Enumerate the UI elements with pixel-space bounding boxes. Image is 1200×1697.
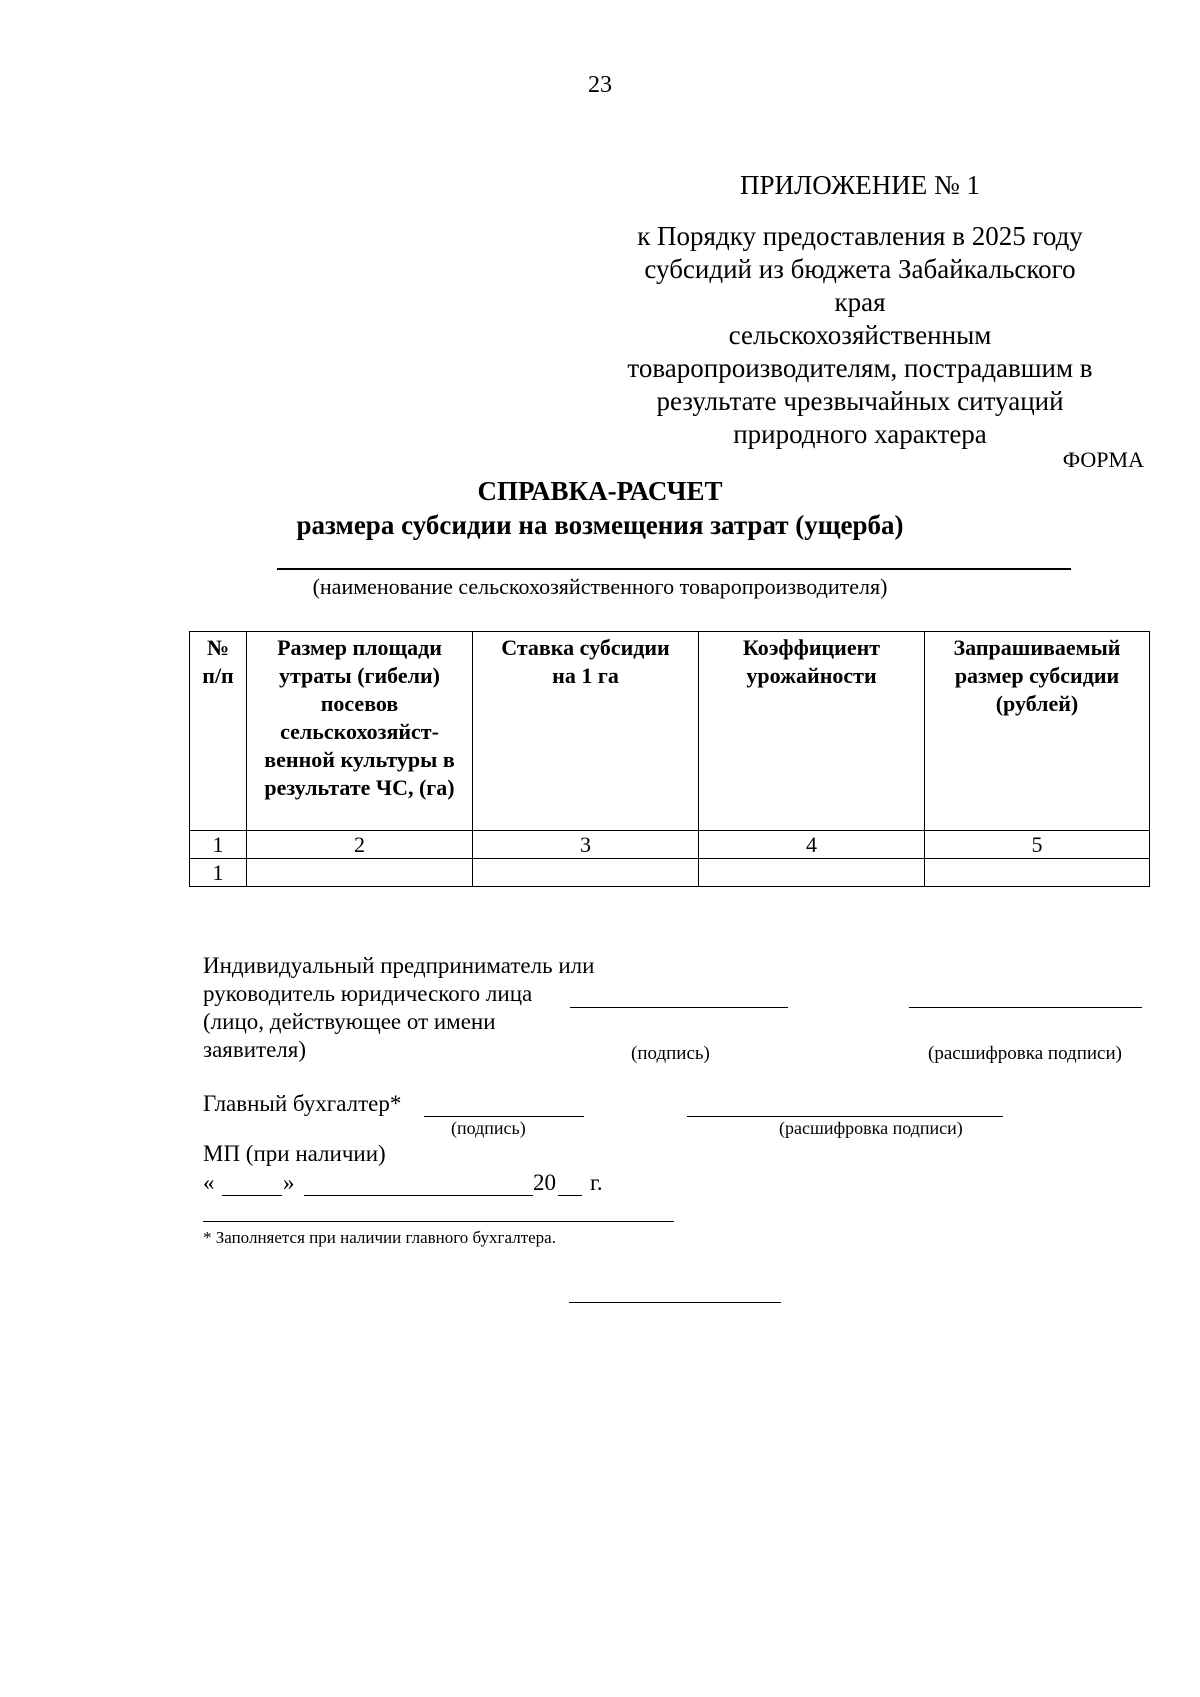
appendix-line: сельскохозяйственным (728, 320, 992, 350)
rate-cell[interactable] (473, 859, 699, 887)
column-number: 5 (925, 831, 1150, 859)
calculation-table (189, 631, 1150, 887)
end-separator (569, 1302, 781, 1303)
area-cell[interactable] (247, 859, 473, 887)
header-requested-amount: Запрашиваемый размер субсидии (рублей) (925, 632, 1150, 831)
head-signature-line[interactable] (570, 1007, 788, 1008)
head-decoding-line[interactable] (909, 1007, 1142, 1008)
document-subtitle: размера субсидии на возмещения затрат (ущерба) (296, 510, 904, 540)
date-month-line[interactable] (304, 1195, 533, 1196)
footnote-separator (203, 1221, 674, 1222)
table-header-row (190, 632, 1150, 831)
head-decoding-caption: (расшифровка подписи) (928, 1043, 1122, 1064)
appendix-title: ПРИЛОЖЕНИЕ № 1 (739, 170, 981, 200)
producer-name-caption: (наименование сельскохозяйственного товаропроизводителя) (312, 574, 888, 599)
header-area: Размер площади утраты (гибели) посевов сельскохозяйст-венной культуры в результате ЧС, (га) (247, 632, 473, 831)
head-signature-caption: (подпись) (631, 1043, 710, 1064)
header-rate: Ставка субсидии на 1 га (473, 632, 699, 831)
table-row (190, 859, 1150, 887)
requested-amount-cell[interactable] (925, 859, 1150, 887)
date-close-quote: » (283, 1170, 295, 1195)
column-number: 3 (473, 831, 699, 859)
date-suffix: г. (590, 1170, 603, 1195)
appendix-line: товаропроизводителям, пострадавшим в (627, 353, 1093, 383)
head-label-line: заявителя) (203, 1037, 307, 1062)
head-signature-label (203, 952, 594, 1064)
footnote: * Заполняется при наличии главного бухгалтера. (203, 1228, 556, 1247)
appendix-line: результате чрезвычайных ситуаций (656, 386, 1064, 416)
header-coefficient: Коэффициент урожайности (699, 632, 925, 831)
accountant-signature-caption: (подпись) (451, 1118, 526, 1138)
column-number: 4 (699, 831, 925, 859)
producer-name-line[interactable] (277, 568, 1071, 570)
header-number: № п/п (190, 632, 247, 831)
appendix-line: природного характера (733, 419, 987, 449)
appendix-text (620, 220, 1100, 451)
stamp-label: МП (при наличии) (203, 1141, 386, 1166)
date-day-line[interactable] (222, 1195, 282, 1196)
column-number: 1 (190, 831, 247, 859)
column-number-row (190, 831, 1150, 859)
accountant-decoding-line[interactable] (687, 1116, 1003, 1117)
column-number: 2 (247, 831, 473, 859)
appendix-line: субсидий из бюджета Забайкальского края (644, 254, 1076, 317)
appendix-line: к Порядку предоставления в 2025 году (637, 221, 1083, 251)
row-number-cell: 1 (190, 859, 247, 887)
date-year-line[interactable] (558, 1195, 582, 1196)
accountant-signature-line[interactable] (424, 1116, 584, 1117)
head-label-line: Индивидуальный предприниматель или (203, 953, 595, 978)
document-title: СПРАВКА-РАСЧЕТ (477, 476, 723, 506)
form-label: ФОРМА (1062, 447, 1144, 472)
coefficient-cell[interactable] (699, 859, 925, 887)
date-year-prefix: 20 (533, 1170, 556, 1195)
date-open-quote: « (203, 1170, 215, 1195)
accountant-label: Главный бухгалтер* (203, 1091, 402, 1116)
page-number: 23 (588, 72, 612, 98)
head-label-line: руководитель юридического лица (203, 981, 533, 1006)
head-label-line: (лицо, действующее от имени (203, 1009, 496, 1034)
accountant-decoding-caption: (расшифровка подписи) (779, 1118, 963, 1138)
